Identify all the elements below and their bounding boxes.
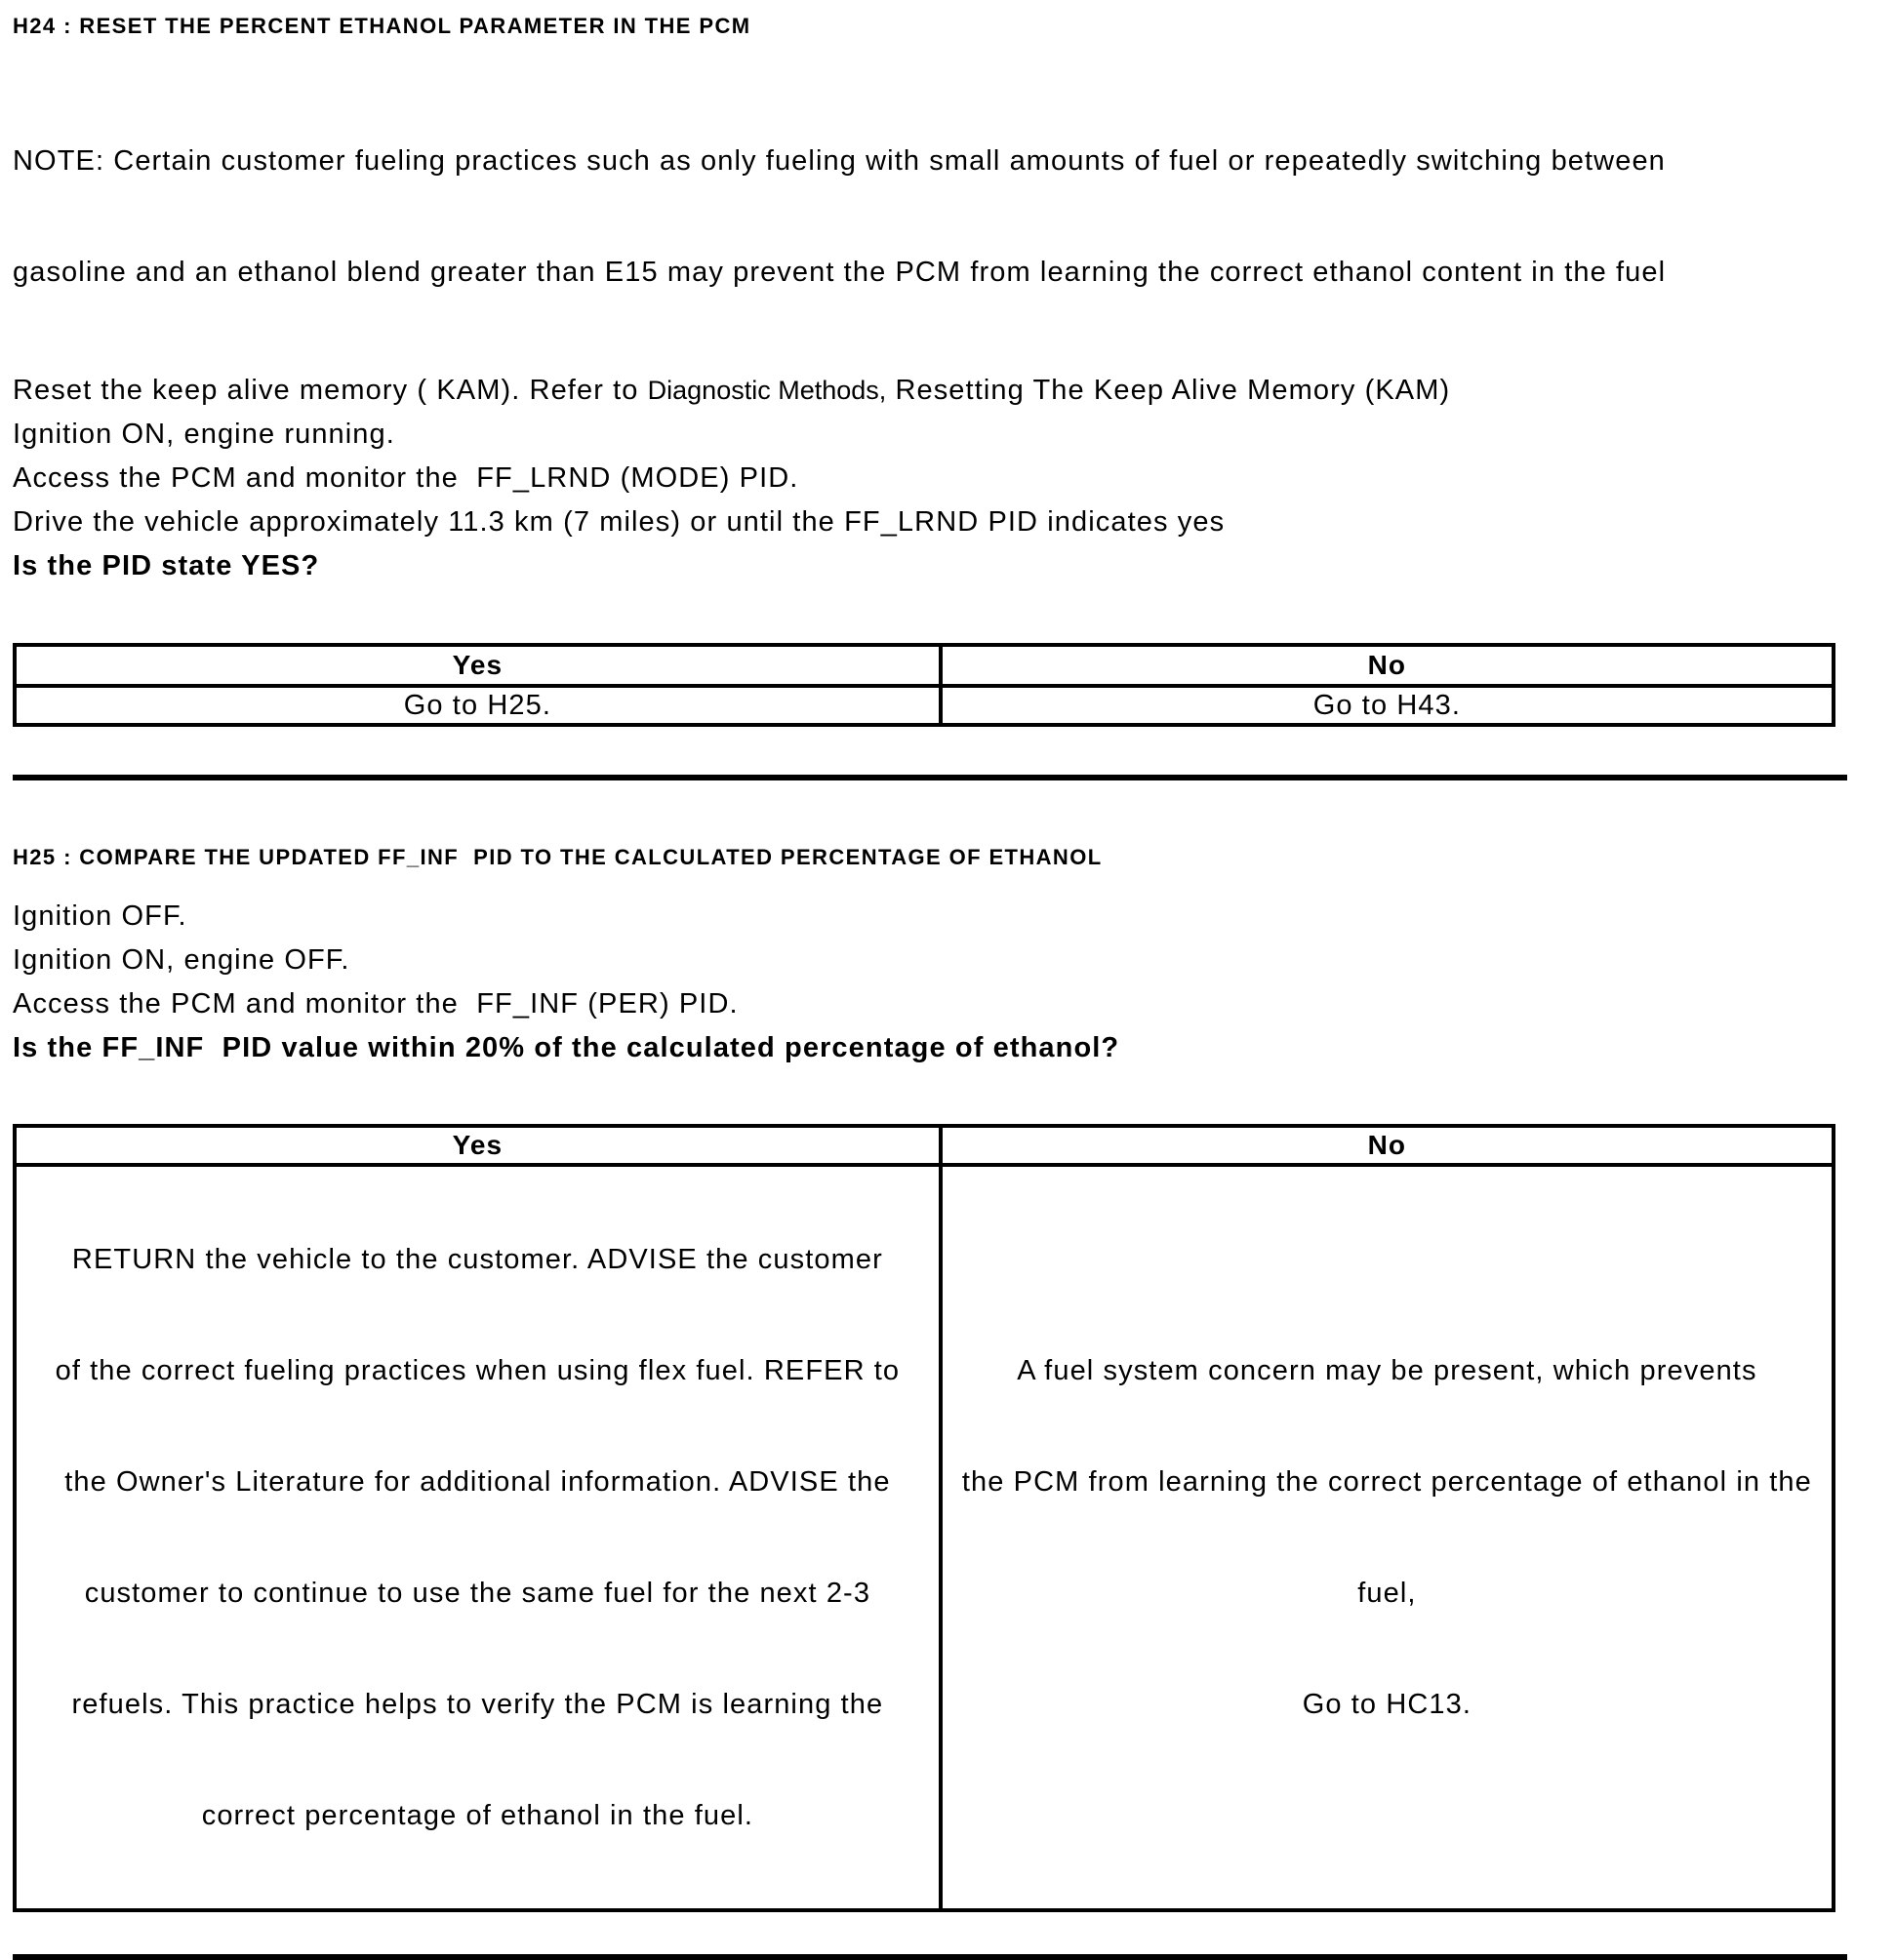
h25-step-access-pcm: Access the PCM and monitor the FF_INF (PER) PID.	[13, 988, 739, 1020]
h24-step-kam-text-post: Resetting The Keep Alive Memory (KAM)	[886, 375, 1451, 406]
h24-question: Is the PID state YES?	[13, 550, 320, 581]
section-divider-rule	[13, 775, 1847, 780]
h25-yes-line-6: correct percentage of ethanol in the fuel.	[201, 1800, 754, 1831]
h25-yes-line-4: customer to continue to use the same fuel for the next 2-3	[84, 1578, 871, 1609]
h25-no-result-cell	[941, 1165, 1834, 1910]
h24-table-action-row	[15, 686, 1834, 725]
diagnostic-methods-reference: Diagnostic Methods,	[647, 376, 887, 405]
h24-yes-action-cell: Go to H25.	[15, 686, 941, 725]
h24-note-paragraph	[13, 68, 1895, 365]
h25-yes-header-cell: Yes	[15, 1126, 941, 1165]
h25-table-header-row	[15, 1126, 1834, 1165]
h25-yes-line-1: RETURN the vehicle to the customer. ADVISE the customer	[71, 1244, 883, 1275]
section-h24	[13, 14, 1895, 727]
h24-decision-table	[13, 643, 1835, 727]
h25-no-line-3: fuel,	[1357, 1578, 1417, 1609]
h24-heading: H24 : RESET THE PERCENT ETHANOL PARAMETER IN THE PCM	[13, 14, 751, 38]
h25-table-result-row	[15, 1165, 1834, 1910]
h25-step-ignition-on: Ignition ON, engine OFF.	[13, 944, 350, 976]
h25-step-ignition-off: Ignition OFF.	[13, 900, 187, 932]
h24-note-line-1: NOTE: Certain customer fueling practices such as only fueling with small amounts of fuel or repeatedly switching between	[13, 145, 1666, 177]
h25-no-header-cell: No	[941, 1126, 1834, 1165]
h25-no-line-4: Go to HC13.	[1302, 1689, 1472, 1720]
h24-step-access-pcm: Access the PCM and monitor the FF_LRND (MODE) PID.	[13, 462, 799, 494]
h24-note-line-2: gasoline and an ethanol blend greater than E15 may prevent the PCM from learning the correct ethanol content in the fuel	[13, 257, 1667, 288]
h24-table-header-row	[15, 645, 1834, 686]
h25-yes-line-2: of the correct fueling practices when using flex fuel. REFER to	[55, 1355, 901, 1386]
h24-step-reset-kam	[13, 372, 1895, 409]
h25-yes-line-3: the Owner's Literature for additional information. ADVISE the	[64, 1466, 891, 1498]
h25-question: Is the FF_INF PID value within 20% of the calculated percentage of ethanol?	[13, 1032, 1120, 1063]
h25-no-line-1: A fuel system concern may be present, which prevents	[1017, 1355, 1757, 1386]
h25-decision-table	[13, 1124, 1835, 1912]
h24-no-header-cell: No	[941, 645, 1834, 686]
h24-step-kam-text-pre: Reset the keep alive memory ( KAM). Refer to	[13, 375, 648, 406]
h25-yes-line-5: refuels. This practice helps to verify the PCM is learning the	[71, 1689, 884, 1720]
h24-no-action-cell: Go to H43.	[941, 686, 1834, 725]
h24-step-drive-vehicle: Drive the vehicle approximately 11.3 km (7 miles) or until the FF_LRND PID indicates yes	[13, 506, 1226, 538]
section-h25	[13, 845, 1895, 1912]
h25-yes-result-cell	[15, 1165, 941, 1910]
h24-yes-header-cell: Yes	[15, 645, 941, 686]
h25-heading: H25 : COMPARE THE UPDATED FF_INF PID TO THE CALCULATED PERCENTAGE OF ETHANOL	[13, 845, 1103, 869]
h24-step-ignition-on: Ignition ON, engine running.	[13, 419, 395, 450]
bottom-divider-rule	[13, 1954, 1847, 1960]
h25-no-line-2: the PCM from learning the correct percentage of ethanol in the	[961, 1466, 1812, 1498]
